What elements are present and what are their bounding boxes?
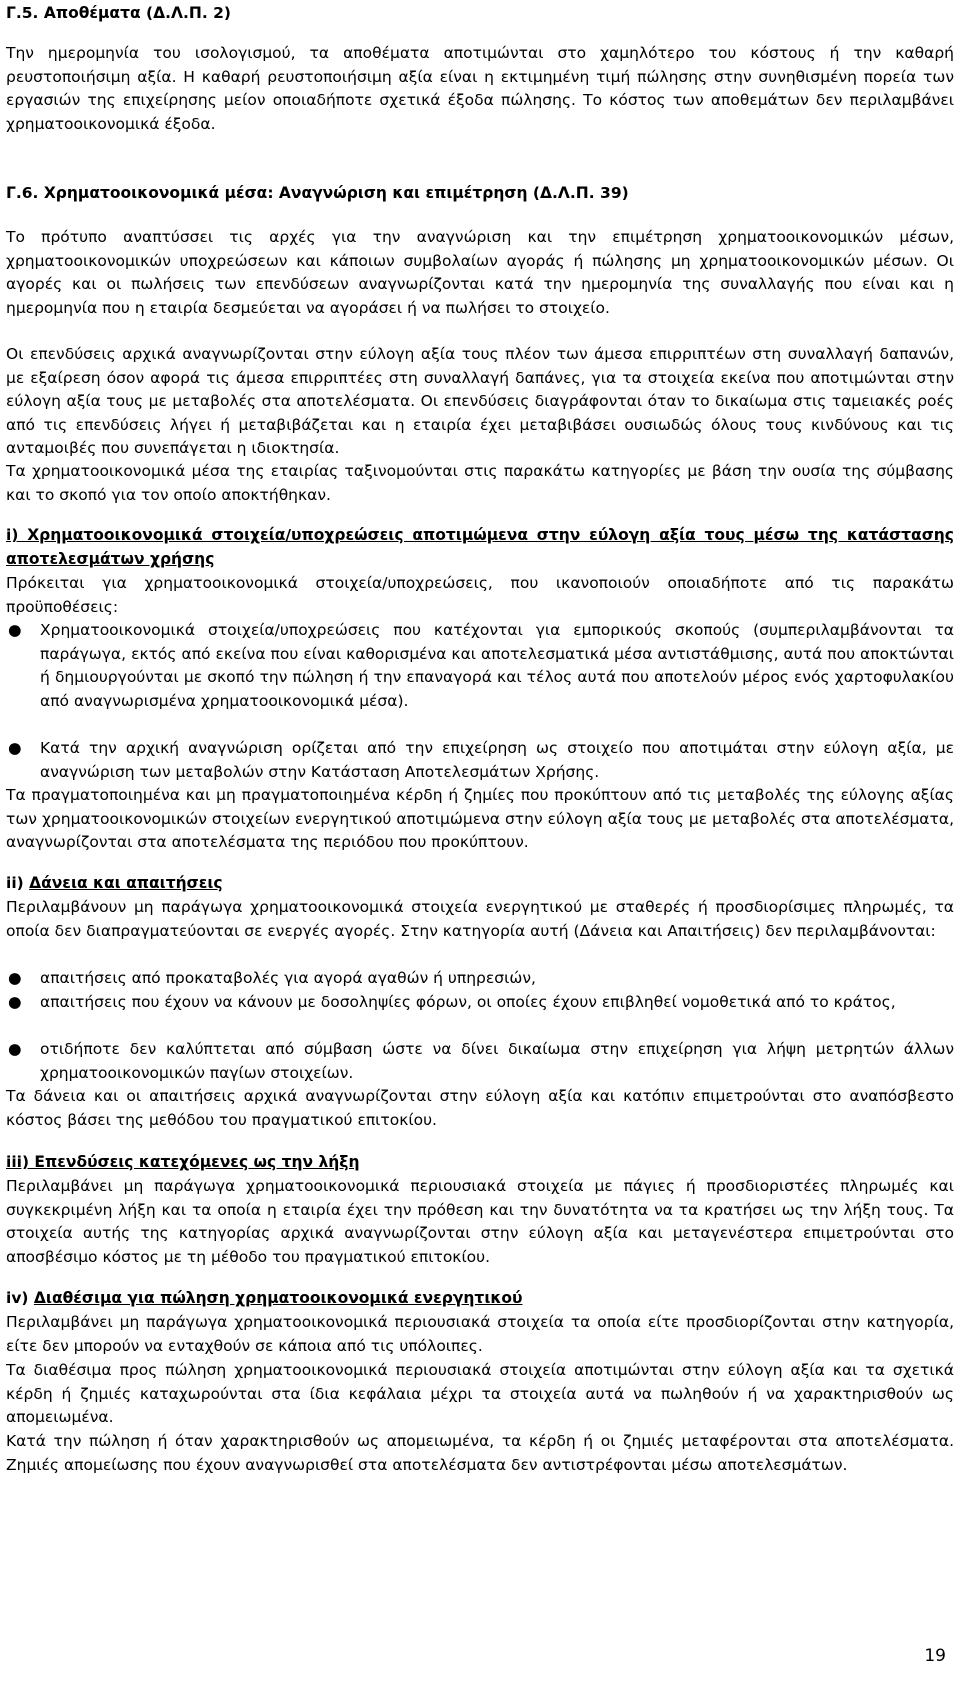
section-iii-body: Περιλαμβάνει μη παράγωγα χρηματοοικονομικά περιουσιακά στοιχεία με πάγιες ή προσδιοριστέες πληρωμές και συγκεκριμένη λήξη και τα οποία η εταιρία έχει την πρόθεση και την δυνατότητα να τα κρατήσει ως την λήξη τους. Τα στοιχεία αυτής της κατηγορίας αρχικά αναγνωρίζονται στην εύλογη αξία και μεταγενέστερα επιμετρούνται στο αποσβέσιμο κόστος με τη μέθοδο του πραγματικού επιτοκίου.: [6, 1177, 954, 1266]
section-ii-outro: Τα δάνεια και οι απαιτήσεις αρχικά αναγνωρίζονται στην εύλογη αξία και κατόπιν επιμετρούνται στο αναπόσβεστο κόστος βάσει της μεθόδου του πραγματικού επιτοκίου.: [6, 1087, 954, 1129]
bullet-icon: ●: [8, 621, 22, 639]
section-g6-paragraph-1: Το πρότυπο αναπτύσσει τις αρχές για την αναγνώριση και την επιμέτρηση χρηματοοικονομικών μέσων, χρηματοοικονομικών υποχρεώσεων και κάποιων συμβολαίων αγοράς ή πώλησης μη χρηματοοικονομικών μέσων. Οι αγορές και οι πωλήσεις των επενδύσεων αναγνωρίζονται κατά την ημερομηνία της συναλλαγής που είναι και η ημερομηνία που η εταιρία δεσμεύεται να αγοράσει ή να πωλήσει το στοιχείο.: [6, 228, 954, 317]
section-i-bullet-text: Κατά την αρχική αναγνώριση ορίζεται από την επιχείρηση ως στοιχείο που αποτιμάται στην εύλογη αξία, με αναγνώριση των μεταβολών στην Κατάσταση Αποτελεσμάτων Χρήσης.: [40, 739, 954, 781]
section-iv-paragraph-3: Κατά την πώληση ή όταν χαρακτηρισθούν ως απομειωμένα, τα κέρδη ή οι ζημιές μεταφέρονται στα αποτελέσματα. Ζημιές απομείωσης που έχουν αναγνωρισθεί στα αποτελέσματα δεν αντιστρέφονται μέσω αποτελεσμάτων.: [6, 1432, 954, 1474]
section-g5-body: Την ημερομηνία του ισολογισμού, τα αποθέματα αποτιμώνται στο χαμηλότερο του κόστους ή την καθαρή ρευστοποιήσιμη αξία. Η καθαρή ρευστοποιήσιμη αξία είναι η εκτιμημένη τιμή πώλησης στην συνηθισμένη πορεία των εργασιών της επιχείρησης μείον οποιαδήποτε σχετικά έξοδα πώλησης. Το κόστος των αποθεμάτων δεν περιλαμβάνει χρηματοοικονομικά έξοδα.: [6, 44, 954, 133]
section-ii-bullet: [6, 991, 954, 1015]
section-ii-bullet: [6, 1038, 954, 1085]
bullet-icon: ●: [8, 969, 22, 987]
section-iv-paragraph-2: Τα διαθέσιμα προς πώληση χρηματοοικονομικά περιουσιακά στοιχεία αποτιμώνται στην εύλογη αξία και τα σχετικά κέρδη ή ζημιές καταχωρούνται στα ίδια κεφάλαια μέχρι τα στοιχεία αυτά να πωληθούν ή να χαρακτηρισθούν ως απομειωμένα.: [6, 1361, 954, 1426]
section-ii-bullet-text: απαιτήσεις που έχουν να κάνουν με δοσοληψίες φόρων, οι οποίες έχουν επιβληθεί νομοθετικά από το κράτος,: [40, 993, 896, 1011]
section-iv-heading-title: Διαθέσιμα για πώληση χρηματοοικονομικά ενεργητικού: [33, 1289, 523, 1307]
section-ii-heading-prefix: ii): [6, 874, 30, 892]
section-ii-bullet-text: οτιδήποτε δεν καλύπτεται από σύμβαση ώστε να δίνει δικαίωμα στην επιχείρηση για λήψη μετρητών άλλων χρηματοοικονομικών παγίων στοιχείων.: [40, 1040, 954, 1082]
page-number: 19: [924, 1646, 946, 1666]
section-i-outro: Τα πραγματοποιημένα και μη πραγματοποιημένα κέρδη ή ζημίες που προκύπτουν από τις μεταβολές της εύλογης αξίας των χρηματοοικονομικών στοιχείων ενεργητικού αποτιμώμενα στην εύλογη αξία τους με μεταβολές στα αποτελέσματα, αναγνωρίζονται στα αποτελέσματα της περιόδου που προκύπτουν.: [6, 786, 954, 851]
bullet-icon: ●: [8, 993, 22, 1011]
section-ii-heading-title: Δάνεια και απαιτήσεις: [29, 874, 223, 892]
section-ii-heading: [6, 872, 954, 896]
section-i-heading-text: i) Χρηματοοικονομικά στοιχεία/υποχρεώσεις αποτιμώμενα στην εύλογη αξία τους μέσω της κατάστασης αποτελεσμάτων χρήσης: [6, 526, 954, 568]
section-ii-bullet: [6, 967, 954, 991]
section-iii-heading-text: iii) Επενδύσεις κατεχόμενες ως την λήξη: [6, 1153, 360, 1171]
section-ii-intro: Περιλαμβάνουν μη παράγωγα χρηματοοικονομικά στοιχεία ενεργητικού με σταθερές ή προσδιορίσιμες πληρωμές, τα οποία δεν διαπραγματεύονται σε ενεργές αγορές. Στην κατηγορία αυτή (Δάνεια και Απαιτήσεις) δεν περιλαμβάνονται:: [6, 898, 954, 940]
section-g6-paragraph-2: Οι επενδύσεις αρχικά αναγνωρίζονται στην εύλογη αξία τους πλέον των άμεσα επιρριπτέων στη συναλλαγή δαπανών, με εξαίρεση όσον αφορά τις άμεσα επιρριπτέες στη συναλλαγή δαπάνες, για τα στοιχεία εκείνα που αποτιμώνται στην εύλογη αξία τους με μεταβολές στα αποτελέσματα. Οι επενδύσεις διαγράφονται όταν το δικαίωμα στις ταμειακές ροές από τις επενδύσεις λήγει ή μεταβιβάζεται και η εταιρία έχει μεταβιβάσει ουσιωδώς όλους τους κινδύνους και τις ανταμοιβές που συνεπάγεται η ιδιοκτησία.: [6, 345, 954, 457]
section-iii-heading: [6, 1151, 954, 1175]
section-g6-paragraph-3: Τα χρηματοοικονομικά μέσα της εταιρίας ταξινομούνται στις παρακάτω κατηγορίες με βάση την ουσία της σύμβασης και το σκοπό για τον οποίο αποκτήθηκαν.: [6, 462, 954, 504]
section-i-heading: [6, 524, 954, 571]
section-i-bullet: [6, 737, 954, 784]
section-i-intro: Πρόκειται για χρηματοοικονομικά στοιχεία/υποχρεώσεις, που ικανοποιούν οποιαδήποτε από τις παρακάτω προϋποθέσεις:: [6, 574, 954, 616]
section-iv-heading-prefix: iv): [6, 1289, 34, 1307]
section-i-bullet-text: Χρηματοοικονομικά στοιχεία/υποχρεώσεις που κατέχονται για εμπορικούς σκοπούς (συμπεριλαμβάνονται τα παράγωγα, εκτός από εκείνα που είναι καθορισμένα και αποτελεσματικά μέσα αντιστάθμισης, αυτά που αποκτώνται ή δημιουργούνται με σκοπό την πώληση ή την επαναγορά και τέλος αυτά που αποτελούν μέρος ενός χαρτοφυλακίου από αναγνωρισμένα χρηματοοικονομικά μέσα).: [40, 621, 954, 710]
section-g6-heading: Γ.6. Χρηματοοικονομικά μέσα: Αναγνώριση και επιμέτρηση (Δ.Λ.Π. 39): [6, 184, 629, 202]
section-ii-bullet-text: απαιτήσεις από προκαταβολές για αγορά αγαθών ή υπηρεσιών,: [40, 969, 536, 987]
section-iv-paragraph-1: Περιλαμβάνει μη παράγωγα χρηματοοικονομικά περιουσιακά στοιχεία τα οποία είτε προσδιορίζονται στην κατηγορία, είτε δεν μπορούν να ενταχθούν σε κάποια από τις υπόλοιπες.: [6, 1313, 954, 1355]
section-i-bullet: [6, 619, 954, 713]
section-iv-heading: [6, 1287, 954, 1311]
bullet-icon: ●: [8, 739, 22, 757]
section-g5-heading: Γ.5. Αποθέματα (Δ.Λ.Π. 2): [6, 4, 231, 22]
bullet-icon: ●: [8, 1040, 22, 1058]
